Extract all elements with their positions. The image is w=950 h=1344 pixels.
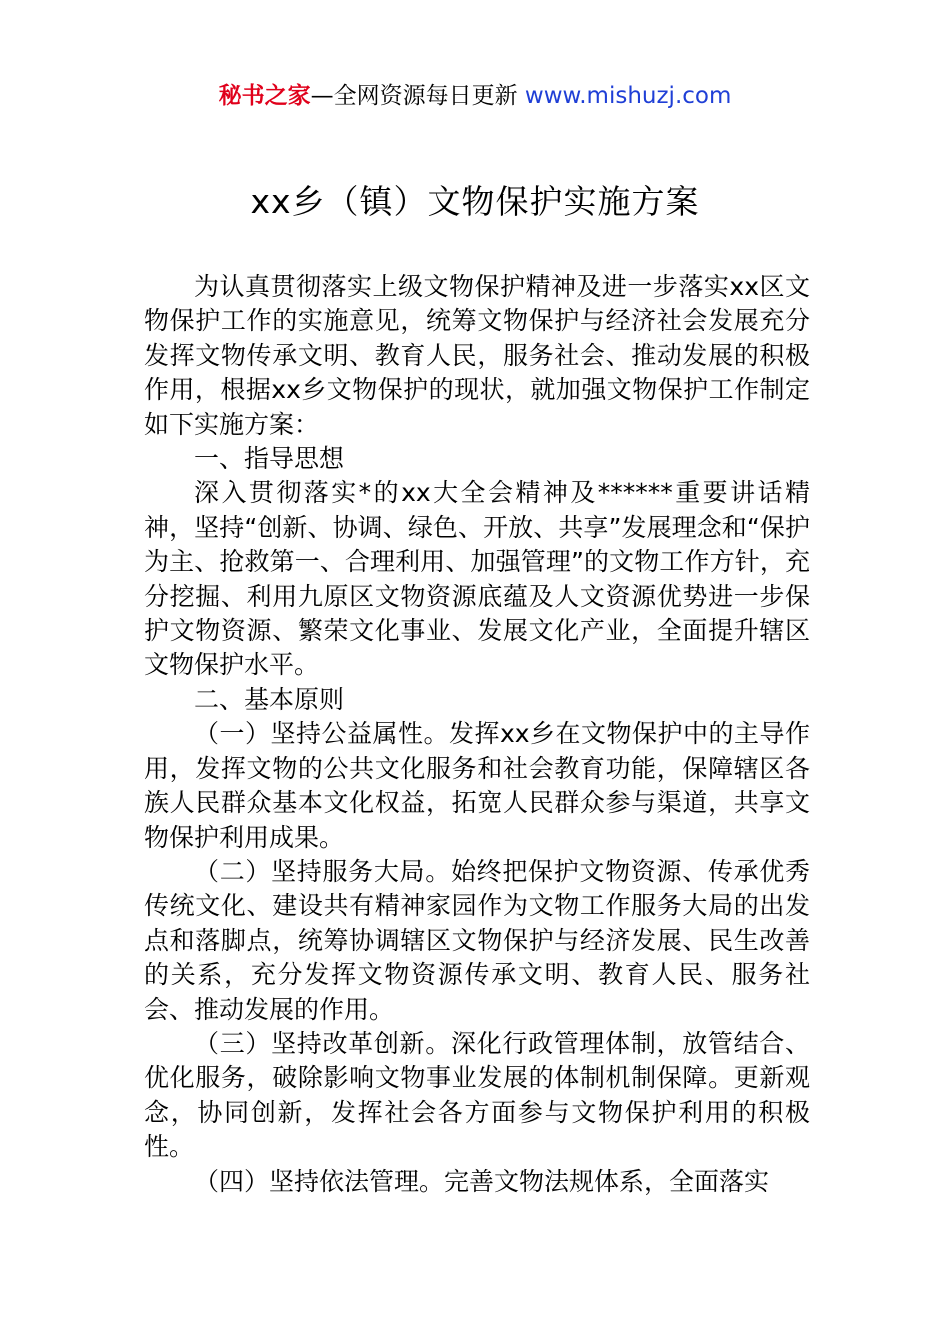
section-heading-basic-principles: 二、基本原则 (194, 684, 345, 714)
document-body (144, 270, 810, 1199)
principle-2-paragraph: （二）坚持服务大局。始终把保护文物资源、传承优秀传统文化、建设共有精神家园作为文物工作服务大局的出发点和落脚点，统筹协调辖区文物保护与经济发展、民生改善的关系，充分发挥文物资源传承文明、教育人民、服务社会、推动发展的作用。 (144, 856, 810, 1024)
principle-3-paragraph: （三）坚持改革创新。深化行政管理体制，放管结合、优化服务，破除影响文物事业发展的体制机制保障。更新观念，协同创新，发挥社会各方面参与文物保护利用的积极性。 (144, 1028, 810, 1162)
site-url-link[interactable]: www.mishuzj.com (524, 83, 732, 109)
section-heading-guiding-ideology: 一、指导思想 (194, 444, 345, 474)
document-title: xx乡（镇）文物保护实施方案 (250, 182, 700, 221)
site-header (0, 80, 950, 112)
site-tagline: —全网资源每日更新 (310, 83, 518, 109)
principle-4-paragraph: （四）坚持依法管理。完善文物法规体系，全面落实 (194, 1166, 770, 1196)
guiding-ideology-paragraph: 深入贯彻落实*的xx大全会精神及******重要讲话精神，坚持“创新、协调、绿色、开放、共享”发展理念和“保护为主、抢救第一、合理利用、加强管理”的文物工作方针，充分挖掘、利用九原区文物资源底蕴及人文资源优势进一步保护文物资源、繁荣文化事业、发展文化产业，全面提升辖区文物保护水平。 (144, 478, 810, 680)
principle-1-paragraph: （一）坚持公益属性。发挥xx乡在文物保护中的主导作用，发挥文物的公共文化服务和社会教育功能，保障辖区各族人民群众基本文化权益，拓宽人民群众参与渠道，共享文物保护利用成果。 (144, 719, 810, 852)
intro-paragraph: 为认真贯彻落实上级文物保护精神及进一步落实xx区文物保护工作的实施意见，统筹文物保护与经济社会发展充分发挥文物传承文明、教育人民，服务社会、推动发展的积极作用，根据xx乡文物保护的现状，就加强文物保护工作制定如下实施方案： (144, 272, 810, 439)
site-brand: 秘书之家 (218, 83, 311, 109)
